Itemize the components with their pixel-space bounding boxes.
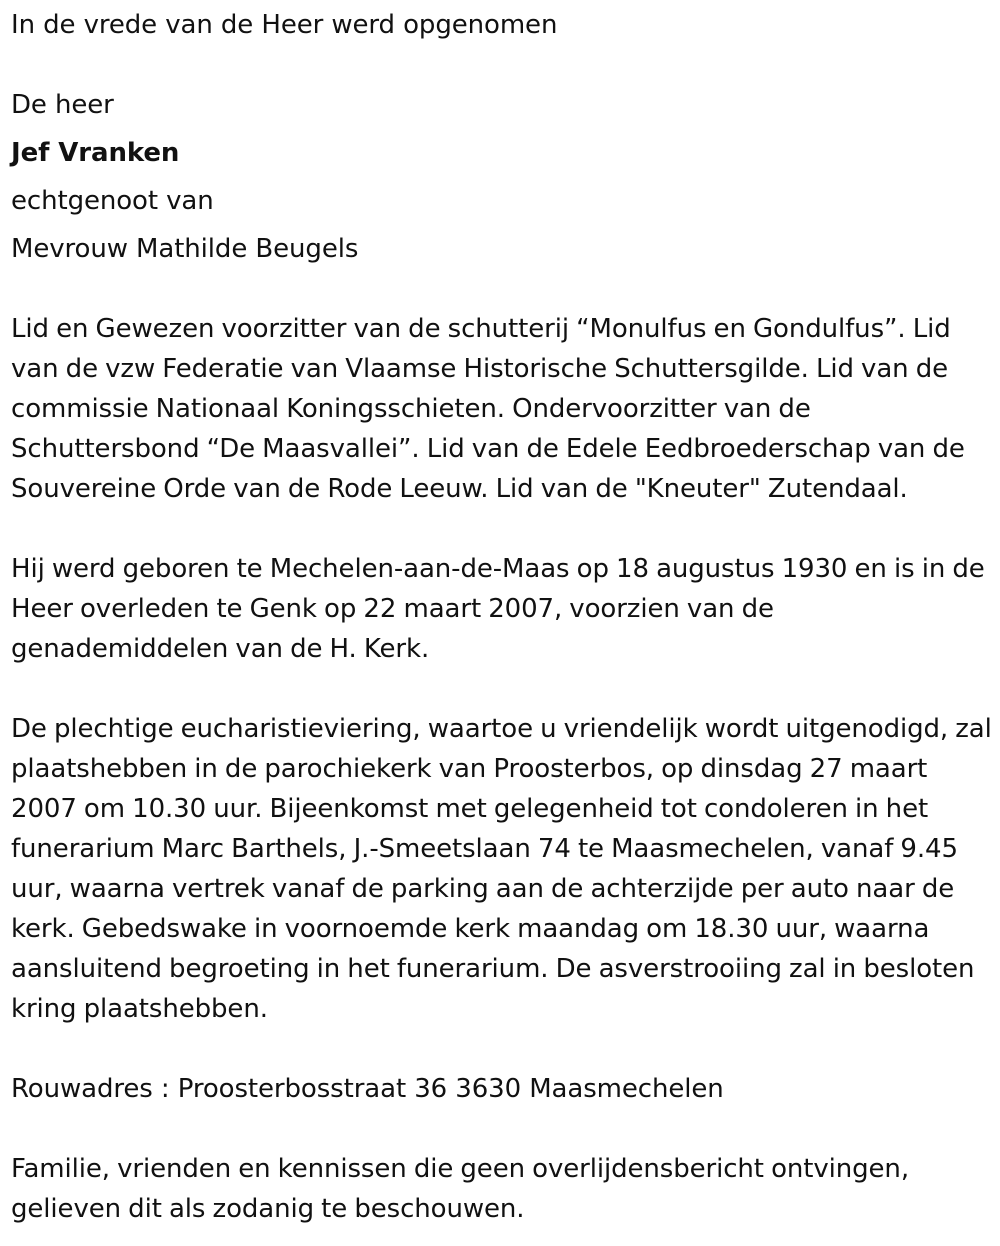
deceased-name: Jef Vranken bbox=[11, 138, 180, 168]
birth-death-paragraph: Hij werd geboren te Mechelen-aan-de-Maas op 18 augustus 1930 en is in de Heer overleden te Genk op 22 maart 2007, voorzien van de genademiddelen van de H. Kerk. bbox=[11, 554, 985, 664]
relation-text: echtgenoot van bbox=[11, 186, 214, 216]
honorific: De heer bbox=[11, 90, 114, 120]
intro-text: In de vrede van de Heer werd opgenomen bbox=[11, 10, 558, 40]
address-line: Rouwadres : Proosterbosstraat 36 3630 Maasmechelen bbox=[11, 1074, 724, 1104]
membership-paragraph: Lid en Gewezen voorzitter van de schutterij “Monulfus en Gondulfus”. Lid van de vzw Federatie van Vlaamse Historische Schuttersgilde. Lid van de commissie Nationaal Koningsschieten. Ondervoorzitter van de Schuttersbond “De Maasvallei”. Lid van de Edele Eedbroederschap van de Souvereine Orde van de Rode Leeuw. Lid van de "Kneuter" Zutendaal. bbox=[11, 314, 965, 504]
spouse-name: Mevrouw Mathilde Beugels bbox=[11, 234, 359, 264]
closing-paragraph: Familie, vrienden en kennissen die geen overlijdensbericht ontvingen, gelieven dit als zodanig te beschouwen. bbox=[11, 1154, 909, 1224]
ceremony-paragraph: De plechtige eucharistieviering, waartoe u vriendelijk wordt uitgenodigd, zal plaatshebben in de parochiekerk van Proosterbos, op dinsdag 27 maart 2007 om 10.30 uur. Bijeenkomst met gelegenheid tot condoleren in het funerarium Marc Barthels, J.-Smeetslaan 74 te Maasmechelen, vanaf 9.45 uur, waarna vertrek vanaf de parking aan de achterzijde per auto naar de kerk. Gebedswake in voornoemde kerk maandag om 18.30 uur, waarna aansluitend begroeting in het funerarium. De asverstrooiing zal in besloten kring plaatshebben. bbox=[11, 714, 992, 1024]
